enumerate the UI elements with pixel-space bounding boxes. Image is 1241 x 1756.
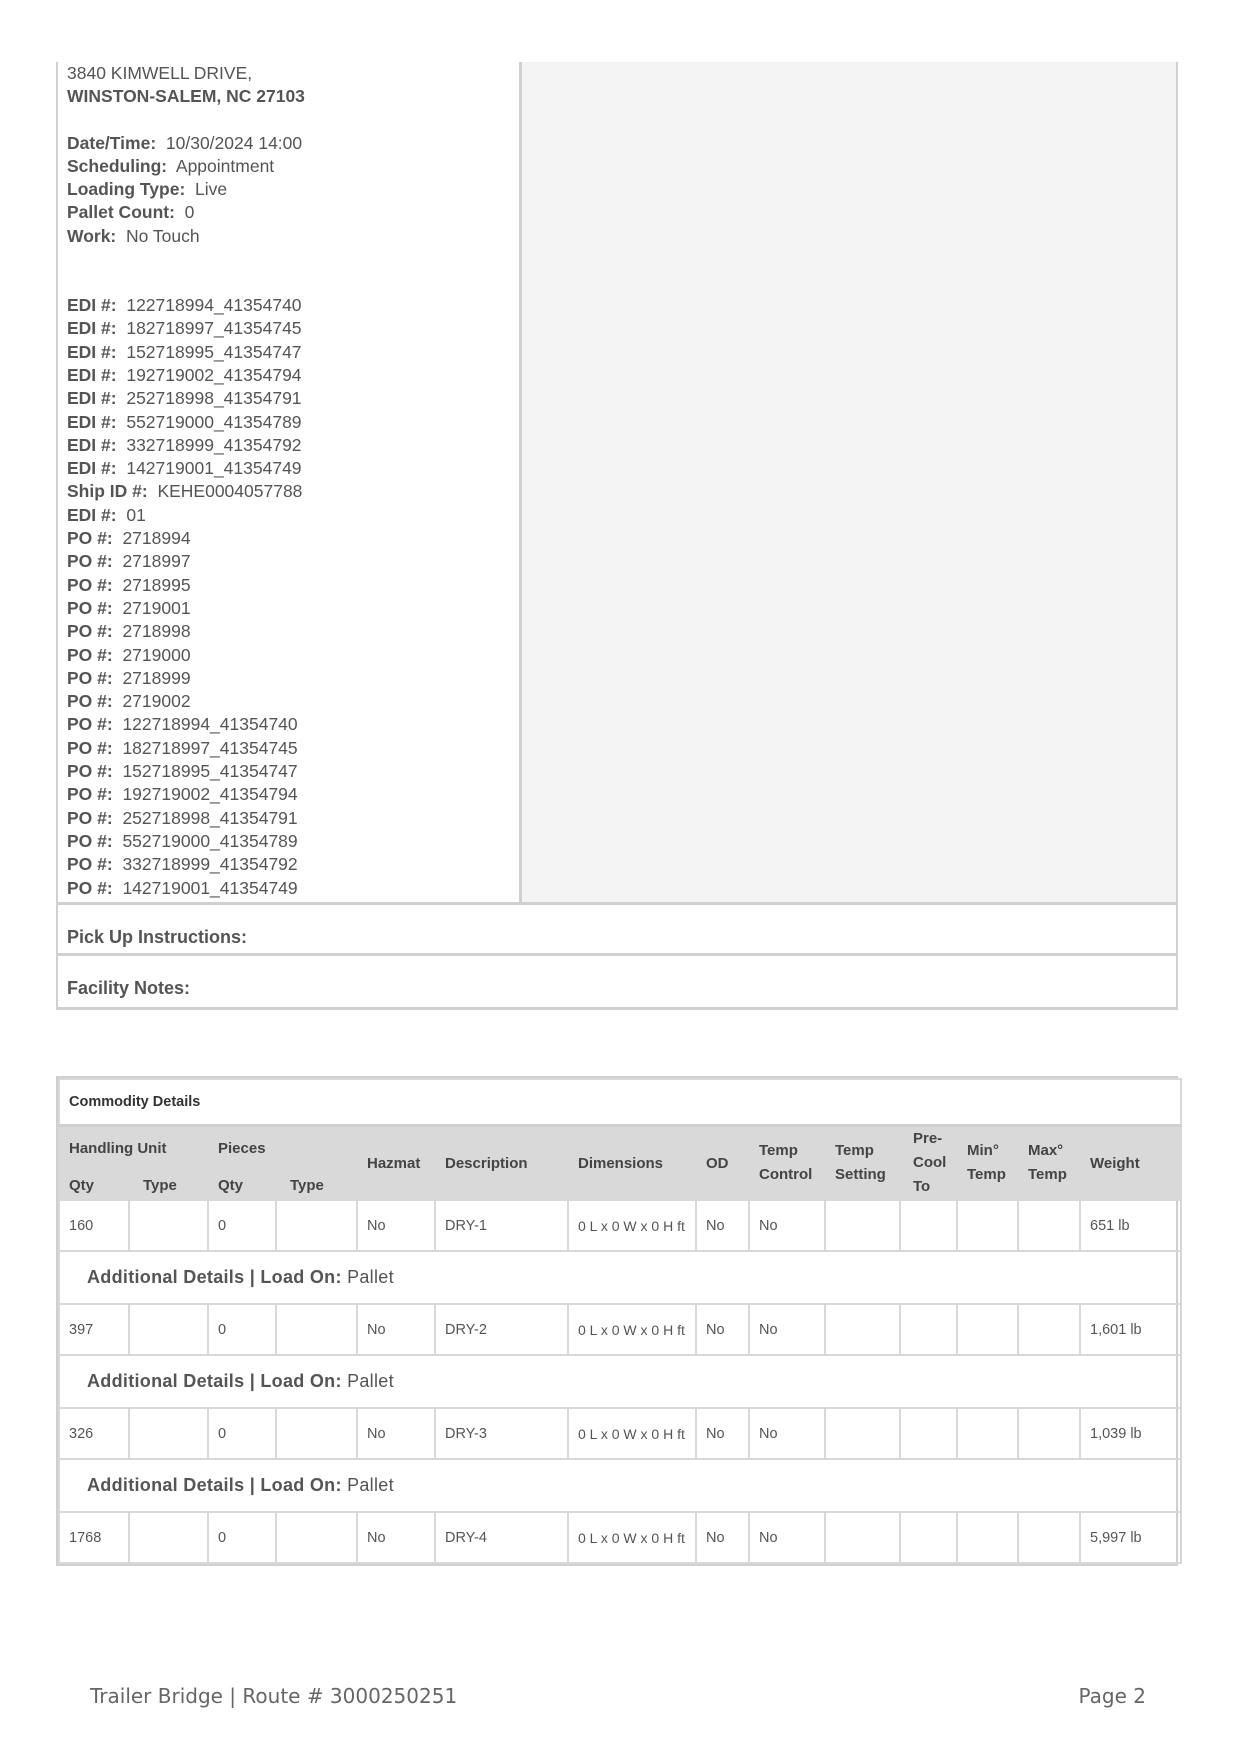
reference-value: 252718998_41354791: [126, 388, 302, 409]
cell-pre-cool: [900, 1200, 957, 1251]
cell-min-temp: [957, 1304, 1018, 1355]
cell-weight: 651 lb: [1080, 1200, 1181, 1251]
reference-label: PO #:: [67, 551, 113, 572]
reference-line: [67, 574, 519, 597]
cell-min-temp: [957, 1200, 1018, 1251]
cell-description: DRY-2: [435, 1304, 568, 1355]
reference-line: [67, 830, 519, 853]
stop-info-column: [58, 62, 522, 902]
cell-description: DRY-1: [435, 1200, 568, 1251]
temp-setting-header: Temp Setting: [825, 1126, 900, 1201]
pre-cool-header: Pre-Cool To: [900, 1126, 957, 1201]
cell-temp-control: No: [749, 1200, 825, 1251]
cell-pc-qty: 0: [208, 1512, 276, 1563]
reference-value: 2718995: [122, 574, 191, 595]
reference-label: PO #:: [67, 574, 113, 595]
reference-value: 182718997_41354745: [126, 318, 302, 339]
reference-line: [67, 504, 519, 527]
reference-line: [67, 760, 519, 783]
reference-line: [67, 690, 519, 713]
cell-description: DRY-4: [435, 1512, 568, 1563]
reference-line: [67, 317, 519, 340]
reference-value: 2719001: [122, 597, 191, 618]
cell-temp-setting: [825, 1408, 900, 1459]
reference-line: [67, 550, 519, 573]
additional-details-row: [59, 1355, 1181, 1408]
reference-line: [67, 457, 519, 480]
reference-value: 2718994: [122, 528, 191, 549]
stop-info-row: [58, 62, 1176, 905]
reference-label: EDI #:: [67, 295, 117, 316]
cell-hu-type: [129, 1200, 208, 1251]
cell-pc-type: [276, 1304, 357, 1355]
appointment-details: [67, 132, 519, 248]
cell-temp-setting: [825, 1304, 900, 1355]
reference-value: 192719002_41354794: [126, 364, 302, 385]
cell-pc-type: [276, 1200, 357, 1251]
address-city-state-zip: WINSTON-SALEM, NC 27103: [67, 86, 305, 107]
reference-value: KEHE0004057788: [157, 481, 303, 502]
reference-label: EDI #:: [67, 364, 117, 385]
cell-pc-type: [276, 1408, 357, 1459]
reference-label: Ship ID #:: [67, 481, 148, 502]
detail-line: [67, 225, 519, 248]
reference-value: 2718999: [122, 667, 191, 688]
reference-label: EDI #:: [67, 434, 117, 455]
reference-line: [67, 480, 519, 503]
cell-hu-qty: 1768: [59, 1512, 129, 1563]
reference-value: 142719001_41354749: [126, 458, 302, 479]
stop-details-panel: [56, 62, 1178, 1010]
cell-temp-setting: [825, 1512, 900, 1563]
address-street: 3840 KIMWELL DRIVE,: [67, 63, 253, 83]
additional-details-label: Additional Details | Load On:: [87, 1267, 342, 1287]
reference-value: 332718999_41354792: [126, 434, 302, 455]
reference-line: [67, 667, 519, 690]
detail-value: No Touch: [126, 225, 200, 246]
reference-label: EDI #:: [67, 458, 117, 479]
additional-details-row: [59, 1251, 1181, 1304]
reference-line: [67, 644, 519, 667]
cell-hu-qty: 160: [59, 1200, 129, 1251]
cell-od: No: [696, 1200, 749, 1251]
commodity-details-table: [56, 1076, 1178, 1566]
reference-value: 2719000: [122, 644, 191, 665]
cell-max-temp: [1018, 1200, 1080, 1251]
reference-line: [67, 597, 519, 620]
detail-label: Loading Type:: [67, 179, 186, 200]
reference-line: [67, 783, 519, 806]
footer-page-number: Page 2: [1078, 1684, 1146, 1708]
reference-value: 182718997_41354745: [122, 737, 298, 758]
cell-description: DRY-3: [435, 1408, 568, 1459]
reference-value: 252718998_41354791: [122, 807, 298, 828]
reference-label: EDI #:: [67, 388, 117, 409]
detail-label: Date/Time:: [67, 132, 157, 153]
reference-line: [67, 853, 519, 876]
reference-value: 332718999_41354792: [122, 854, 298, 875]
dimensions-header: Dimensions: [568, 1126, 696, 1201]
commodity-row: [59, 1200, 1181, 1251]
reference-value: 152718995_41354747: [122, 761, 298, 782]
reference-line: [67, 877, 519, 900]
cell-hazmat: No: [357, 1408, 435, 1459]
cell-min-temp: [957, 1512, 1018, 1563]
reference-value: 142719001_41354749: [122, 877, 298, 898]
cell-hazmat: No: [357, 1304, 435, 1355]
od-header: OD: [696, 1126, 749, 1201]
additional-details-row: [59, 1459, 1181, 1512]
cell-dimensions: 0 L x 0 W x 0 H ft: [568, 1200, 696, 1251]
reference-line: [67, 713, 519, 736]
detail-label: Work:: [67, 225, 117, 246]
load-on-value: Pallet: [347, 1475, 394, 1495]
reference-label: EDI #:: [67, 341, 117, 362]
cell-weight: 5,997 lb: [1080, 1512, 1181, 1563]
empty-panel: [522, 62, 1176, 902]
cell-pre-cool: [900, 1512, 957, 1563]
reference-label: PO #:: [67, 807, 113, 828]
cell-hu-qty: 326: [59, 1408, 129, 1459]
reference-line: [67, 387, 519, 410]
cell-dimensions: 0 L x 0 W x 0 H ft: [568, 1304, 696, 1355]
cell-pre-cool: [900, 1304, 957, 1355]
cell-temp-control: No: [749, 1304, 825, 1355]
reference-label: PO #:: [67, 854, 113, 875]
cell-dimensions: 0 L x 0 W x 0 H ft: [568, 1408, 696, 1459]
pc-type-header: Type: [276, 1170, 357, 1200]
detail-line: [67, 155, 519, 178]
reference-label: PO #:: [67, 621, 113, 642]
detail-value: 10/30/2024 14:00: [165, 132, 303, 153]
reference-line: [67, 527, 519, 550]
additional-details-label: Additional Details | Load On:: [87, 1371, 342, 1391]
hu-qty-header: Qty: [59, 1170, 129, 1200]
reference-label: EDI #:: [67, 318, 117, 339]
cell-min-temp: [957, 1408, 1018, 1459]
cell-od: No: [696, 1512, 749, 1563]
cell-max-temp: [1018, 1408, 1080, 1459]
reference-value: 192719002_41354794: [122, 784, 298, 805]
reference-label: PO #:: [67, 737, 113, 758]
reference-label: PO #:: [67, 761, 113, 782]
reference-value: 122718994_41354740: [126, 295, 302, 316]
detail-label: Scheduling:: [67, 155, 168, 176]
reference-label: PO #:: [67, 667, 113, 688]
reference-value: 2718998: [122, 621, 191, 642]
cell-weight: 1,601 lb: [1080, 1304, 1181, 1355]
cell-hazmat: No: [357, 1512, 435, 1563]
reference-line: [67, 434, 519, 457]
reference-label: PO #:: [67, 877, 113, 898]
reference-label: PO #:: [67, 830, 113, 851]
reference-label: PO #:: [67, 784, 113, 805]
reference-line: [67, 411, 519, 434]
cell-pre-cool: [900, 1408, 957, 1459]
reference-line: [67, 294, 519, 317]
facility-notes: Facility Notes:: [58, 956, 1176, 1010]
pc-qty-header: Qty: [208, 1170, 276, 1200]
reference-label: EDI #:: [67, 411, 117, 432]
cell-temp-control: No: [749, 1512, 825, 1563]
cell-max-temp: [1018, 1304, 1080, 1355]
reference-line: [67, 737, 519, 760]
cell-od: No: [696, 1304, 749, 1355]
load-on-value: Pallet: [347, 1371, 394, 1391]
commodity-row: [59, 1408, 1181, 1459]
cell-hazmat: No: [357, 1200, 435, 1251]
cell-pc-type: [276, 1512, 357, 1563]
detail-line: [67, 201, 519, 224]
handling-unit-header: Handling Unit: [59, 1126, 208, 1171]
detail-value: Appointment: [175, 155, 275, 176]
additional-details-label: Additional Details | Load On:: [87, 1475, 342, 1495]
reference-line: [67, 341, 519, 364]
cell-od: No: [696, 1408, 749, 1459]
reference-line: [67, 364, 519, 387]
commodity-row: [59, 1304, 1181, 1355]
weight-header: Weight: [1080, 1126, 1181, 1201]
detail-line: [67, 132, 519, 155]
reference-value: 152718995_41354747: [126, 341, 302, 362]
reference-line: [67, 620, 519, 643]
footer-route: Trailer Bridge | Route # 3000250251: [90, 1684, 458, 1708]
detail-line: [67, 178, 519, 201]
reference-label: PO #:: [67, 597, 113, 618]
reference-value: 552719000_41354789: [122, 830, 298, 851]
temp-control-header: Temp Control: [749, 1126, 825, 1201]
load-on-value: Pallet: [347, 1267, 394, 1287]
cell-max-temp: [1018, 1512, 1080, 1563]
commodity-title: Commodity Details: [59, 1079, 1181, 1126]
min-temp-header: Min° Temp: [957, 1126, 1018, 1201]
cell-temp-setting: [825, 1200, 900, 1251]
reference-line: [67, 807, 519, 830]
page-footer: [90, 1684, 1146, 1708]
reference-numbers: [67, 294, 519, 900]
cell-hu-type: [129, 1512, 208, 1563]
cell-hu-type: [129, 1408, 208, 1459]
reference-label: PO #:: [67, 691, 113, 712]
cell-hu-type: [129, 1304, 208, 1355]
description-header: Description: [435, 1126, 568, 1201]
reference-value: 01: [126, 504, 146, 525]
reference-label: EDI #:: [67, 504, 117, 525]
reference-label: PO #:: [67, 714, 113, 735]
cell-pc-qty: 0: [208, 1408, 276, 1459]
cell-hu-qty: 397: [59, 1304, 129, 1355]
reference-value: 552719000_41354789: [126, 411, 302, 432]
reference-value: 122718994_41354740: [122, 714, 298, 735]
hazmat-header: Hazmat: [357, 1126, 435, 1201]
reference-label: PO #:: [67, 644, 113, 665]
detail-label: Pallet Count:: [67, 202, 175, 223]
reference-value: 2718997: [122, 551, 191, 572]
reference-label: PO #:: [67, 528, 113, 549]
pieces-header: Pieces: [208, 1126, 357, 1171]
cell-dimensions: 0 L x 0 W x 0 H ft: [568, 1512, 696, 1563]
commodity-row: [59, 1512, 1181, 1563]
cell-pc-qty: 0: [208, 1200, 276, 1251]
reference-value: 2719002: [122, 691, 191, 712]
detail-value: Live: [195, 179, 228, 200]
hu-type-header: Type: [129, 1170, 208, 1200]
cell-temp-control: No: [749, 1408, 825, 1459]
pickup-instructions: Pick Up Instructions:: [58, 905, 1176, 956]
cell-weight: 1,039 lb: [1080, 1408, 1181, 1459]
cell-pc-qty: 0: [208, 1304, 276, 1355]
max-temp-header: Max° Temp: [1018, 1126, 1080, 1201]
detail-value: 0: [184, 202, 195, 223]
